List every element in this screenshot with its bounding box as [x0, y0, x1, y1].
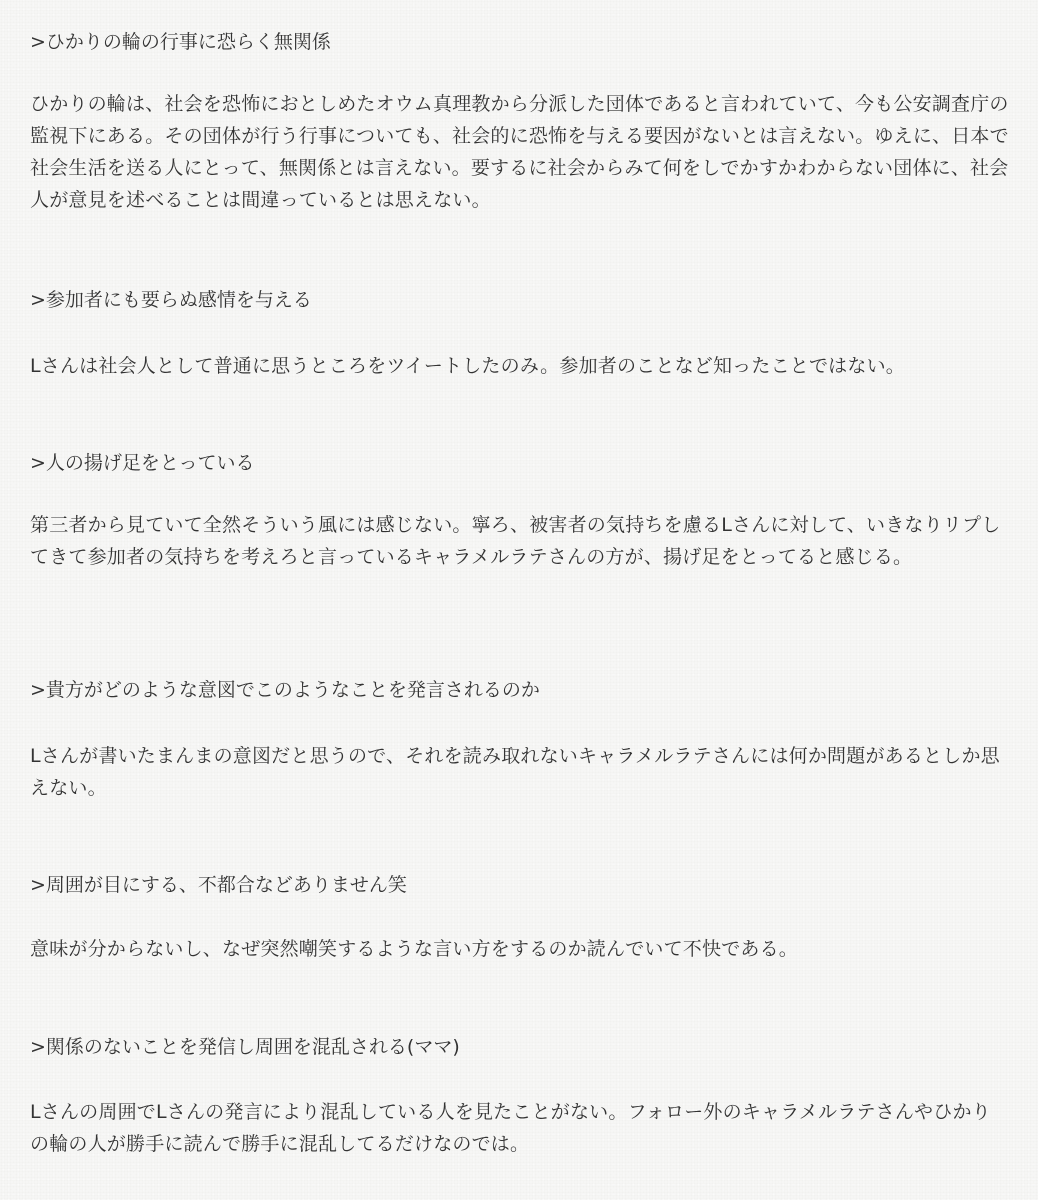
response-5: 意味が分からないし、なぜ突然嘲笑するような言い方をするのか読んでいて不快である。	[30, 938, 799, 960]
quote-2: >参加者にも要らぬ感情を与える	[30, 289, 312, 311]
quote-1: >ひかりの輪の行事に恐らく無関係	[30, 31, 331, 53]
response-6: Lさんの周囲でLさんの発言により混乱している人を見たことがない。フォロー外のキャラメルラテさんやひかりの輪の人が勝手に読んで勝手に混乱してるだけなのでは。	[30, 1101, 991, 1155]
response-2: Lさんは社会人として普通に思うところをツイートしたのみ。参加者のことなど知ったことではない。	[30, 355, 905, 377]
quote-3: >人の揚げ足をとっている	[30, 452, 255, 474]
quote-4: >貴方がどのような意図でこのようなことを発言されるのか	[30, 679, 540, 701]
response-3: 第三者から見ていて全然そういう風には感じない。寧ろ、被害者の気持ちを慮るLさんに対して、いきなりリプしてきて参加者の気持ちを考えろと言っているキャラメルラテさんの方が、揚げ足をとってると感じる。	[30, 514, 1001, 568]
response-1: ひかりの輪は、社会を恐怖におとしめたオウム真理教から分派した団体であると言われていて、今も公安調査庁の監視下にある。その団体が行う行事についても、社会的に恐怖を与える要因がないとは言えない。ゆえに、日本で社会生活を送る人にとって、無関係とは言えない。要するに社会からみて何をしでかすかわからない団体に、社会人が意見を述べることは間違っているとは思えない。	[30, 93, 1009, 211]
response-4: Lさんが書いたまんまの意図だと思うので、それを読み取れないキャラメルラテさんには何か問題があるとしか思えない。	[30, 745, 1000, 799]
quote-6: >関係のないことを発信し周囲を混乱される(ママ)	[30, 1036, 460, 1058]
quote-5: >周囲が目にする、不都合などありません笑	[30, 874, 407, 896]
